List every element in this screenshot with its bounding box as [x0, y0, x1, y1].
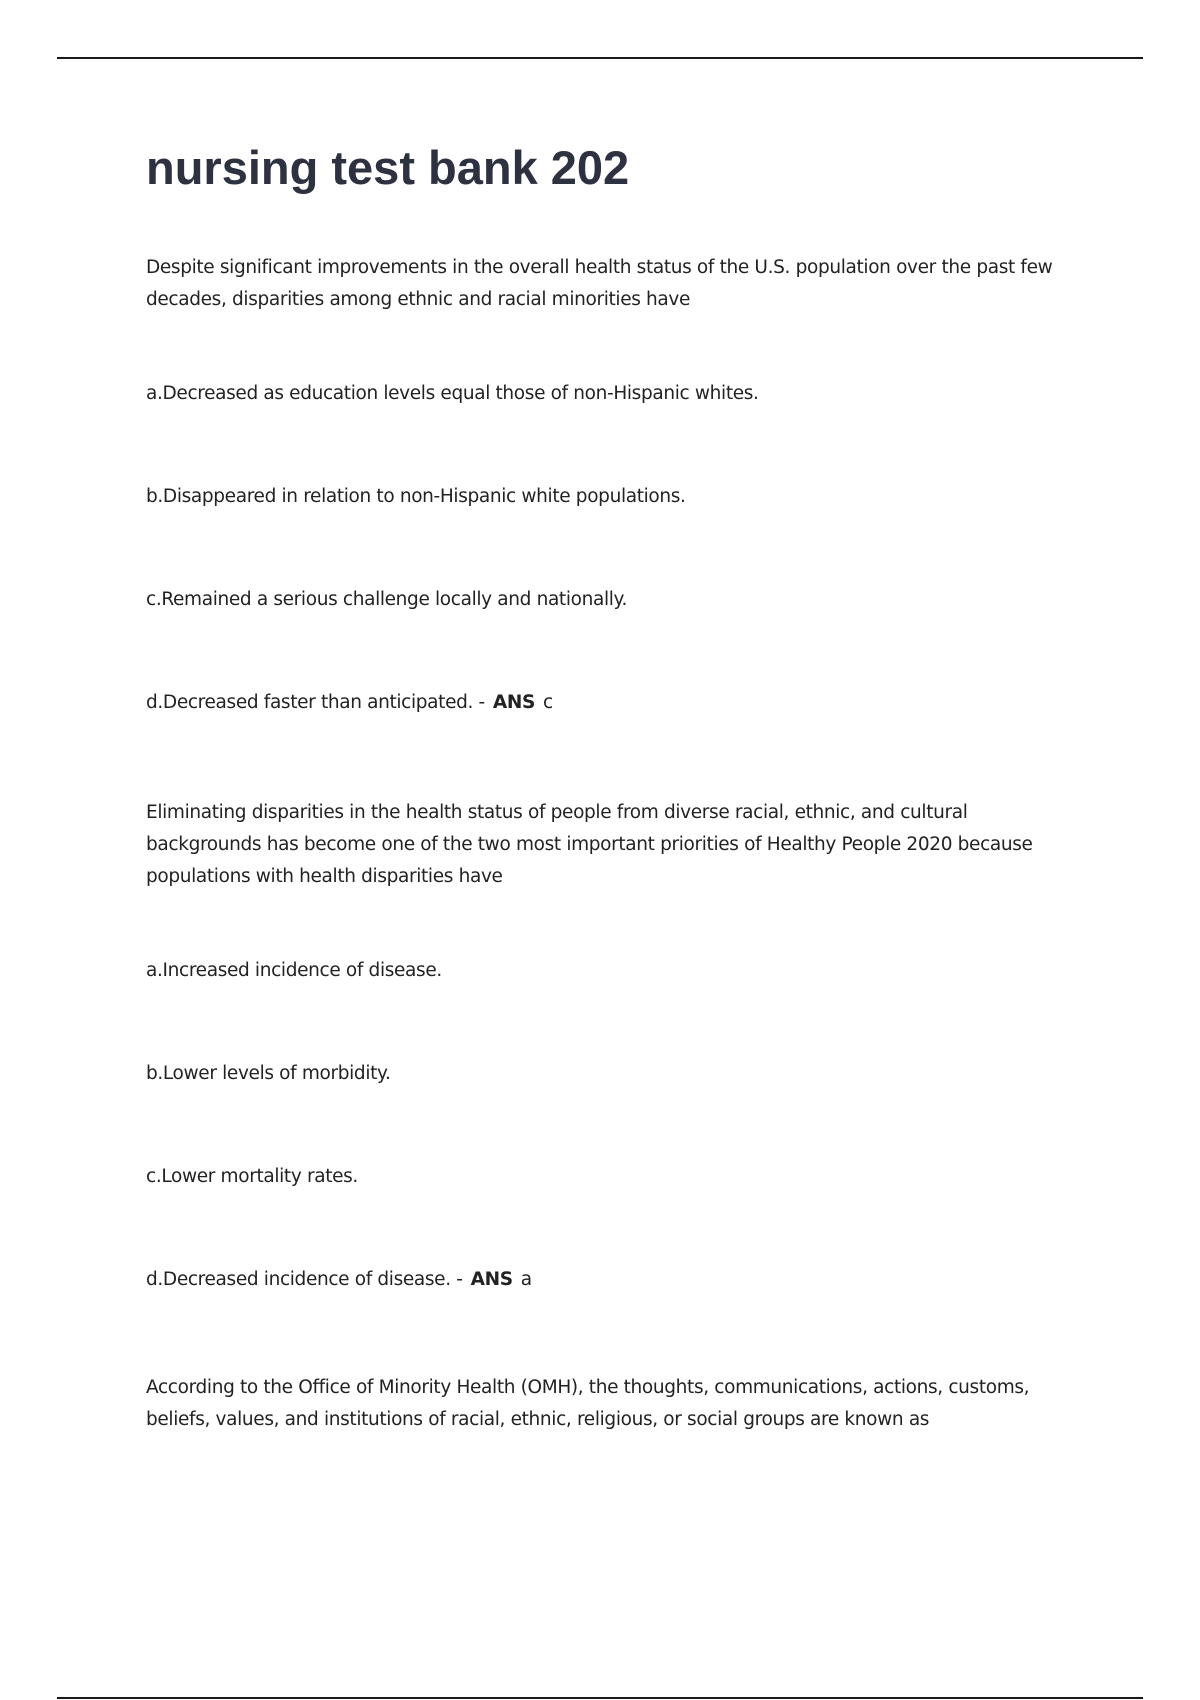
question-1-option-a: a.Decreased as education levels equal those of non-Hispanic whites. [146, 383, 759, 404]
bottom-rule [57, 1697, 1143, 1699]
question-2-option-d-line [146, 1264, 1066, 1296]
question-2-option-c: c.Lower mortality rates. [146, 1166, 358, 1187]
question-3-stem: According to the Office of Minority Health (OMH), the thoughts, communications, actions, customs, beliefs, values, and institutions of racial, ethnic, religious, or social groups are known as [146, 1377, 1030, 1430]
question-2-stem: Eliminating disparities in the health status of people from diverse racial, ethnic, and cultural backgrounds has become one of the two most important priorities of Healthy People 2020 because populations with health disparities have [146, 802, 1033, 887]
answer-label: ANS [492, 692, 535, 713]
question-1-option-d: d.Decreased faster than anticipated. - [146, 692, 485, 713]
answer-value: a [520, 1269, 532, 1290]
question-1-option-d-line [146, 687, 1066, 719]
question-1-stem: Despite significant improvements in the overall health status of the U.S. population over the past few decades, disparities among ethnic and racial minorities have [146, 257, 1053, 310]
document-body [146, 140, 1066, 1430]
question-2-option-d: d.Decreased incidence of disease. - [146, 1269, 463, 1290]
question-1-option-b: b.Disappeared in relation to non-Hispanic white populations. [146, 486, 686, 507]
question-2-option-b: b.Lower levels of morbidity. [146, 1063, 391, 1084]
question-1-option-c: c.Remained a serious challenge locally and nationally. [146, 589, 628, 610]
answer-label: ANS [470, 1269, 513, 1290]
top-rule [57, 57, 1143, 59]
question-2-option-a: a.Increased incidence of disease. [146, 960, 442, 981]
page-title: nursing test bank 202 [146, 141, 630, 194]
answer-value: c [542, 692, 553, 713]
